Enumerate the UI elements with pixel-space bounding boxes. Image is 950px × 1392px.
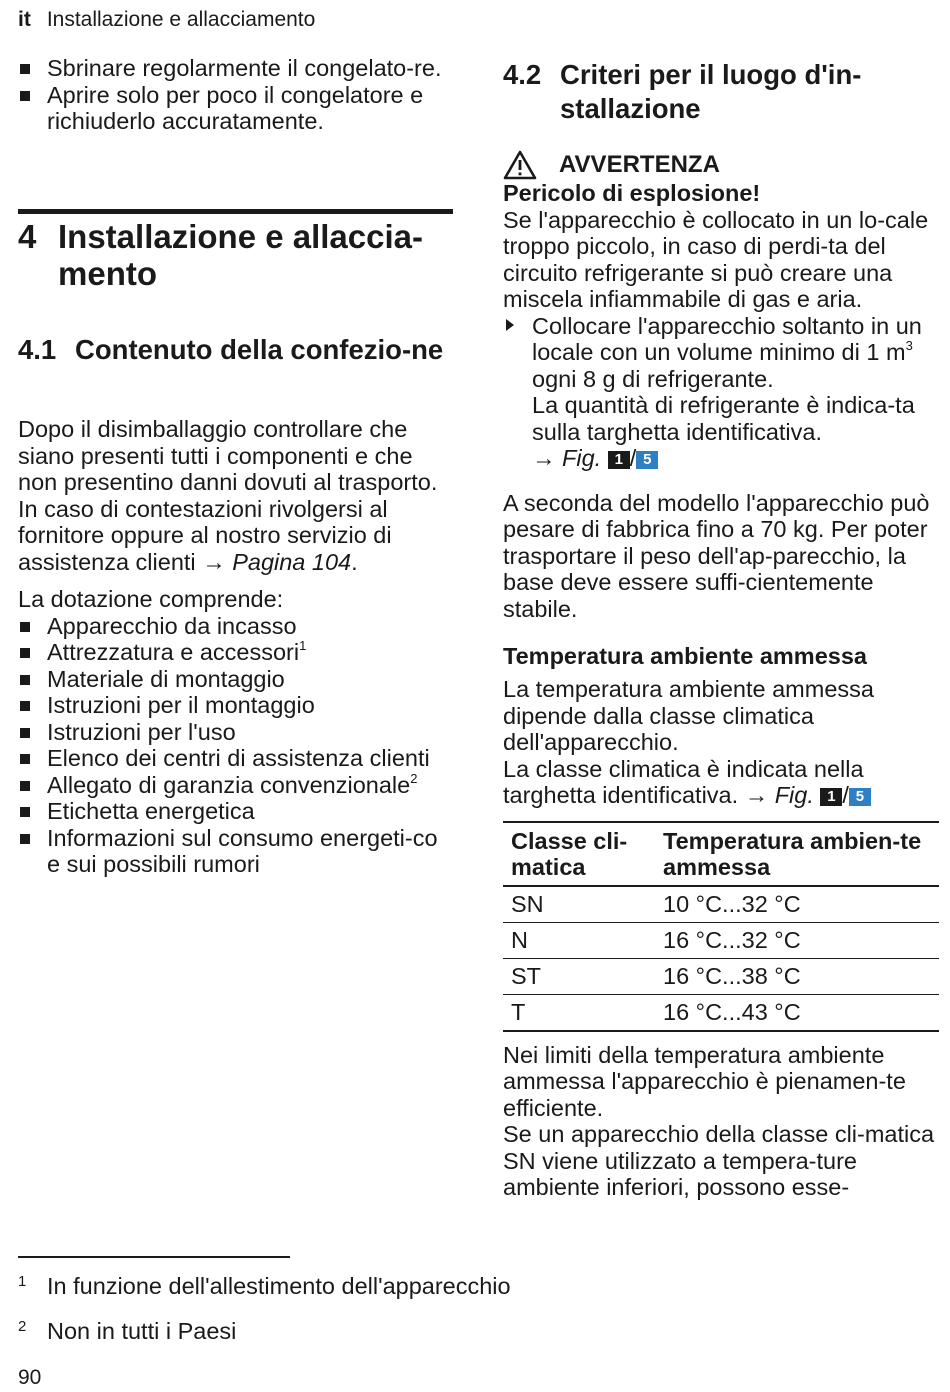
section-number: 4.1 <box>18 334 57 365</box>
table-row: N 16 °C...32 °C <box>503 922 939 958</box>
arrow-right-icon: → <box>532 445 556 471</box>
paragraph: A seconda del modello l'apparecchio può pesare di fabbrica fino a 70 kg. Per poter trasportare il peso dell'ap-parecchio, la base deve essere suffi-cientemente stabile. <box>503 489 930 622</box>
climate-class-table <box>503 821 939 1032</box>
footnote: 1 In funzione dell'allestimento dell'apparecchio <box>18 1273 511 1299</box>
square-bullet-icon <box>20 648 30 658</box>
figure-badge: 1 <box>608 451 630 469</box>
section-heading-4-1 <box>18 333 453 367</box>
column-header: Classe cli-matica <box>503 822 655 886</box>
section-number: 4.2 <box>503 59 542 90</box>
running-header-title: Installazione e allacciamento <box>46 8 316 31</box>
warning-label: AVVERTENZA <box>503 150 939 180</box>
square-bullet-icon <box>20 728 30 738</box>
subheading: Temperatura ambiente ammessa <box>503 643 867 669</box>
warning-action: Collocare l'apparecchio soltanto in un locale con un volume minimo di 1 $m^3$ ogni 8 g di refrigerante. La quantità di refrigerante è indica-ta sulla targhetta identificativa. → Fig. 1 / 5 <box>503 313 939 472</box>
list-item: Elenco dei centri di assistenza clienti <box>18 745 453 772</box>
paragraph: Dopo il disimballaggio controllare che siano presenti tutti i componenti e che non presentino danni dovuti al trasporto. <box>18 416 438 495</box>
square-bullet-icon <box>20 701 30 711</box>
chapter-rule <box>18 209 453 214</box>
list-item: Apparecchio da incasso <box>18 613 453 640</box>
footnote-ref: 1 <box>299 638 307 653</box>
section-title: Contenuto della confezio-ne <box>75 334 444 365</box>
section-heading-4-2 <box>503 58 939 126</box>
chapter-heading <box>18 218 453 292</box>
contents-list <box>18 613 453 878</box>
square-bullet-icon <box>20 675 30 685</box>
list-item: Istruzioni per l'uso <box>18 719 453 746</box>
paragraph: In caso di contestazioni rivolgersi al fornitore oppure al nostro servizio di assistenza clienti → Pagina 104. <box>18 495 392 575</box>
table-header-row <box>503 822 939 886</box>
footnote-rule <box>18 1256 290 1258</box>
square-bullet-icon <box>20 781 30 791</box>
figure-reference[interactable]: → Fig. 1 / 5 <box>532 445 939 472</box>
square-bullet-icon <box>20 622 30 632</box>
page-number: 90 <box>18 1366 42 1389</box>
danger-title: Pericolo di esplosione! <box>503 180 761 206</box>
list-item: Attrezzatura e accessori$^1$ <box>18 639 453 666</box>
language-code: it <box>18 8 31 31</box>
arrow-right-icon: → <box>202 548 226 575</box>
section-title: Criteri per il luogo d'in-stallazione <box>560 59 862 124</box>
arrow-right-icon: → <box>744 782 769 808</box>
figure-badge: 5 <box>849 788 871 806</box>
running-header <box>18 8 315 32</box>
chapter-title: Installazione e allaccia-mento <box>58 218 423 292</box>
square-bullet-icon <box>20 807 30 817</box>
list-intro: La dotazione comprende: <box>18 586 284 612</box>
list-item: Materiale di montaggio <box>18 666 453 693</box>
table-row: T 16 °C...43 °C <box>503 994 939 1031</box>
paragraph: Se un apparecchio della classe cli-matica SN viene utilizzato a tempera-ture ambiente inferiori, possono esse- <box>503 1121 935 1200</box>
paragraph: La temperatura ambiente ammessa dipende dalla classe climatica dell'apparecchio. <box>503 676 874 755</box>
list-item: Informazioni sul consumo energeti-co e sui possibili rumori <box>18 825 453 878</box>
table-row: SN 10 °C...32 °C <box>503 886 939 923</box>
page-reference-link[interactable]: Pagina 104 <box>232 548 352 575</box>
list-item: Aprire solo per poco il congelatore e richiuderlo accuratamente. <box>18 82 453 135</box>
footnote-ref: 2 <box>410 770 418 786</box>
list-item: Etichetta energetica <box>18 798 453 825</box>
warning-note: La quantità di refrigerante è indica-ta sulla targhetta identificativa. <box>532 392 915 445</box>
section-4-1-body <box>18 416 453 878</box>
square-bullet-icon <box>20 64 30 74</box>
warning-text: Se l'apparecchio è collocato in un lo-cale troppo piccolo, in caso di perdi-ta del circuito refrigerante si può creare una miscela infiammabile di gas e aria. <box>503 206 929 312</box>
figure-badge: 1 <box>820 788 842 806</box>
right-column <box>503 58 939 1201</box>
column-header: Temperatura ambien-te ammessa <box>655 822 939 886</box>
list-item: Sbrinare regolarmente il congelato-re. <box>18 55 453 82</box>
triangle-bullet-icon <box>506 319 514 331</box>
chapter-number: 4 <box>18 218 37 255</box>
figure-badge: 5 <box>636 451 658 469</box>
footnote: 2 Non in tutti i Paesi <box>18 1318 237 1344</box>
list-item: Allegato di garanzia convenzionale$^2$ <box>18 772 453 799</box>
paragraph: Nei limiti della temperatura ambiente ammessa l'apparecchio è pienamen-te efficiente. <box>503 1041 906 1121</box>
left-top-bullets <box>18 55 453 135</box>
list-item: Istruzioni per il montaggio <box>18 692 453 719</box>
warning-triangle-icon <box>503 150 537 180</box>
square-bullet-icon <box>20 91 30 101</box>
paragraph: La classe climatica è indicata nella targhetta identificativa. → Fig. 1 / 5 <box>503 756 939 809</box>
table-row: ST 16 °C...38 °C <box>503 958 939 994</box>
square-bullet-icon <box>20 754 30 764</box>
square-bullet-icon <box>20 834 30 844</box>
